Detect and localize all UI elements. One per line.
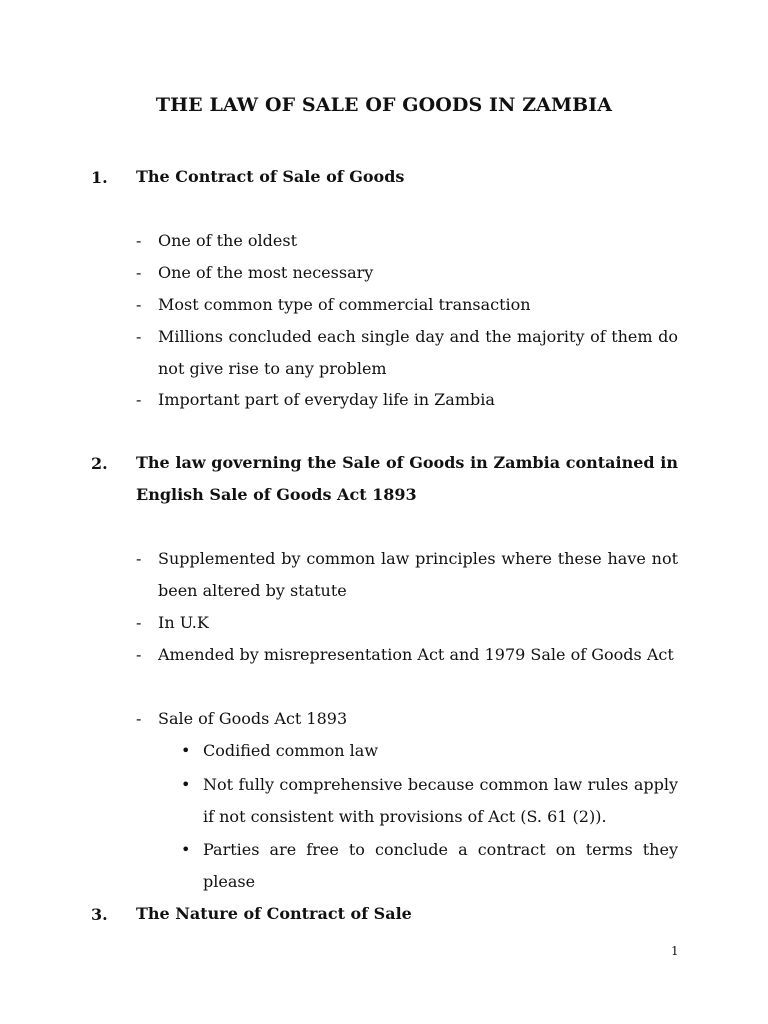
dash-marker: -	[136, 263, 142, 282]
list-item-text: Supplemented by common law principles where these have not been altered by statute	[158, 549, 678, 600]
list-item	[136, 384, 678, 416]
list-item	[136, 289, 678, 321]
list-item-text: One of the oldest	[158, 231, 298, 250]
dash-marker: -	[136, 645, 142, 664]
bullet-item-text: Codified common law	[203, 741, 379, 760]
page-number: 1	[671, 944, 679, 958]
bullet-marker: •	[181, 840, 191, 859]
list-item-text: In U.K	[158, 613, 209, 632]
list-item-text: One of the most necessary	[158, 263, 374, 282]
dash-marker: -	[136, 613, 142, 632]
list-item-text: Most common type of commercial transaction	[158, 295, 531, 314]
bullet-item	[181, 769, 678, 833]
list-item-text: Sale of Goods Act 1893	[158, 709, 348, 728]
bullet-item-text: Not fully comprehensive because common law rules apply if not consistent with provisions of Act (S. 61 (2)).	[203, 775, 678, 826]
list-item-text: Important part of everyday life in Zambia	[158, 390, 495, 409]
dash-marker: -	[136, 390, 142, 409]
bullet-item	[181, 834, 678, 898]
section-2-number: 2.	[91, 454, 108, 473]
section-1-number: 1.	[91, 168, 108, 187]
dash-marker: -	[136, 231, 142, 250]
list-item	[136, 607, 678, 639]
list-item	[136, 703, 678, 735]
list-item	[136, 257, 678, 289]
list-item	[136, 543, 678, 606]
dash-marker: -	[136, 327, 142, 346]
bullet-marker: •	[181, 741, 191, 760]
document-title: THE LAW OF SALE OF GOODS IN ZAMBIA	[155, 94, 613, 116]
list-item	[136, 225, 678, 257]
bullet-item-text: Parties are free to conclude a contract on terms they please	[203, 840, 678, 891]
bullet-item	[181, 735, 678, 767]
list-item	[136, 639, 678, 671]
dash-marker: -	[136, 295, 142, 314]
section-3-number: 3.	[91, 905, 108, 924]
list-item-text: Amended by misrepresentation Act and 1979 Sale of Goods Act	[158, 645, 674, 664]
section-1-heading: The Contract of Sale of Goods	[136, 167, 405, 186]
section-3-heading: The Nature of Contract of Sale	[136, 904, 412, 923]
bullet-marker: •	[181, 775, 191, 794]
list-item-text: Millions concluded each single day and the majority of them do not give rise to any problem	[158, 327, 678, 378]
section-2-heading: The law governing the Sale of Goods in Zambia contained in English Sale of Goods Act 1893	[136, 453, 678, 504]
dash-marker: -	[136, 549, 142, 568]
list-item	[136, 321, 678, 384]
dash-marker: -	[136, 709, 142, 728]
